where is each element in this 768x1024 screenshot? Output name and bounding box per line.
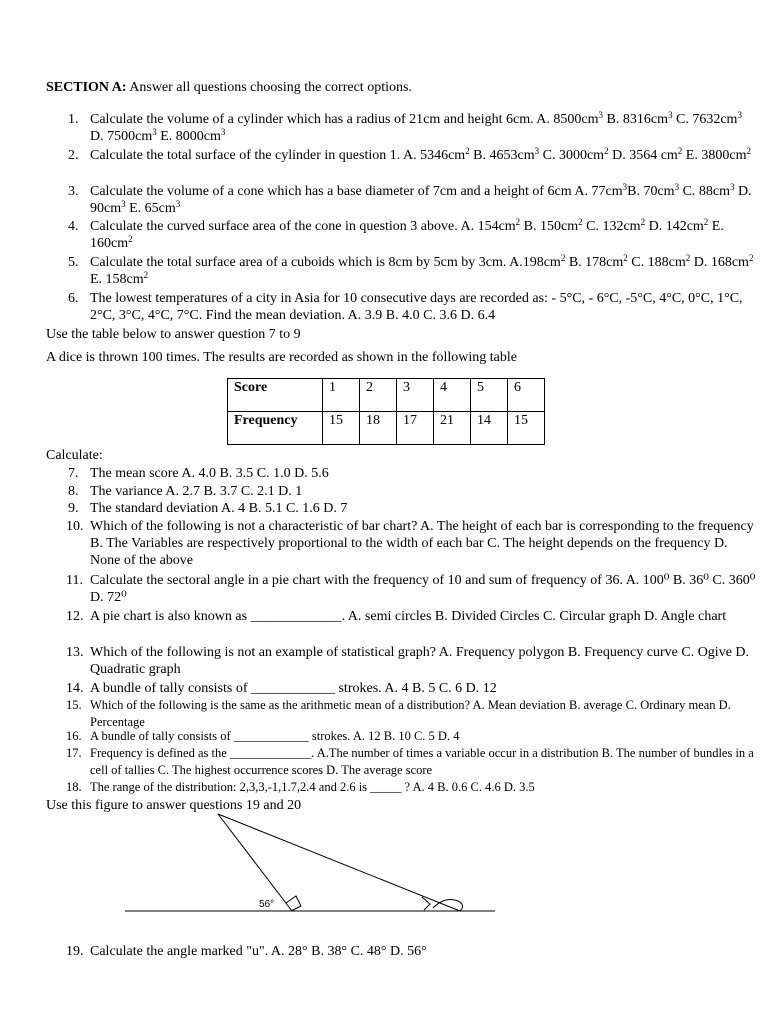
question-number: 16.: [66, 729, 82, 743]
question-number: 2.: [68, 148, 79, 163]
question-18: [68, 779, 758, 796]
score-header: Score: [228, 379, 323, 412]
question-1: [68, 111, 758, 145]
question-text: Calculate the sectoral angle in a pie chart with the frequency of 10 and sum of frequency of 36. A. 100⁰ B. 36⁰ C. 360⁰ D. 72⁰: [90, 573, 756, 605]
question-text: The range of the distribution: 2,3,3,-1,1.7,2.4 and 2.6 is _____ ? A. 4 B. 0.6 C. 4.6 D. 3.5: [90, 780, 535, 794]
frequency-table: [227, 378, 545, 445]
question-4: [68, 218, 758, 252]
frequency-cell: 14: [471, 412, 508, 445]
section-instruction: Answer all questions choosing the correct options.: [126, 80, 412, 95]
question-19: [68, 943, 758, 960]
table-instruction: Use the table below to answer question 7 to 9: [46, 327, 301, 342]
question-text: Calculate the total surface of the cylinder in question 1. A. $5346cm^2$ B. $4653cm^3$ C. $3000cm^2$ D. 3564 $cm^2$ E. $3800cm^2$: [90, 146, 751, 163]
frequency-cell: 21: [434, 412, 471, 445]
question-text: Which of the following is not an example of statistical graph? A. Frequency polygon B. Frequency curve C. Ogive D. Quadratic graph: [90, 645, 750, 677]
question-text: Frequency is defined as the _____________. A.The number of times a variable occur in a distribution B. The number of bundles in a cell of tallies C. The highest occurrence scores D. The average score: [90, 746, 754, 777]
question-15: [68, 697, 758, 731]
table-row: [228, 379, 545, 412]
question-number: 8.: [68, 484, 79, 499]
score-cell: 4: [434, 379, 471, 412]
question-number: 1.: [68, 112, 79, 127]
question-text: Calculate the angle marked "u". A. 28° B. 38° C. 48° D. 56°: [90, 944, 427, 959]
triangle-figure: [120, 808, 500, 920]
question-number: 10.: [66, 519, 84, 534]
question-6: [68, 290, 758, 324]
question-9: [68, 500, 758, 517]
question-text: Which of the following is the same as the arithmetic mean of a distribution? A. Mean deviation B. average C. Ordinary mean D. Percentage: [90, 698, 731, 729]
question-number: 9.: [68, 501, 79, 516]
question-number: 11.: [66, 573, 83, 588]
question-number: 3.: [68, 184, 79, 199]
question-text: Calculate the curved surface area of the cone in question 3 above. A. $154cm^2$ B. $150cm^2$ C. $132cm^2$ D. $142cm^2$ E. $160cm^2$: [90, 217, 724, 251]
question-8: [68, 483, 758, 500]
angle-label-56: 56°: [259, 899, 275, 910]
question-number: 19.: [66, 944, 84, 959]
question-text: Calculate the volume of a cylinder which has a radius of 21cm and height 6cm. A. $8500cm^3$ B. $8316cm^3$ C. $7632cm^3$ D. $7500cm^3$ E. $8000cm^3$: [90, 110, 742, 144]
question-number: 5.: [68, 255, 79, 270]
table-row: [228, 412, 545, 445]
question-text: The variance A. 2.7 B. 3.7 C. 2.1 D. 1: [90, 484, 303, 499]
section-label: SECTION A:: [46, 80, 127, 95]
angle-arc: [433, 900, 463, 911]
score-cell: 5: [471, 379, 508, 412]
question-3: [68, 183, 758, 217]
frequency-cell: 17: [397, 412, 434, 445]
question-16: [68, 728, 758, 745]
question-number: 4.: [68, 219, 79, 234]
score-cell: 2: [360, 379, 397, 412]
question-number: 7.: [68, 466, 79, 481]
question-10: [68, 518, 758, 569]
question-number: 14.: [66, 681, 84, 696]
frequency-cell: 15: [508, 412, 545, 445]
question-12: [68, 608, 758, 625]
question-text: Which of the following is not a characteristic of bar chart? A. The height of each bar is corresponding to the frequency B. The Variables are respectively proportional to the width of each bar C. The height depends on the frequency D. None of the above: [90, 519, 754, 568]
question-7: [68, 465, 758, 482]
frequency-header: Frequency: [228, 412, 323, 445]
hypotenuse: [218, 814, 460, 911]
question-text: A pie chart is also known as _____________. A. semi circles B. Divided Circles C. Circular graph D. Angle chart: [90, 609, 727, 624]
score-cell: 1: [323, 379, 360, 412]
frequency-cell: 18: [360, 412, 397, 445]
question-text: A bundle of tally consists of ____________ strokes. A. 12 B. 10 C. 5 D. 4: [90, 729, 460, 743]
frequency-cell: 15: [323, 412, 360, 445]
question-number: 17.: [66, 746, 82, 760]
angle-mark-left: [286, 896, 301, 911]
question-text: The standard deviation A. 4 B. 5.1 C. 1.6 D. 7: [90, 501, 348, 516]
question-number: 13.: [66, 645, 84, 660]
score-cell: 6: [508, 379, 545, 412]
question-2: [68, 147, 758, 164]
figure-instruction: Use this figure to answer questions 19 and 20: [46, 798, 302, 813]
question-text: The mean score A. 4.0 B. 3.5 C. 1.0 D. 5.6: [90, 466, 329, 481]
question-number: 15.: [66, 698, 82, 712]
question-number: 12.: [66, 609, 84, 624]
question-5: [68, 254, 758, 288]
question-number: 18.: [66, 780, 82, 794]
score-cell: 3: [397, 379, 434, 412]
calculate-label: Calculate:: [46, 448, 103, 463]
question-14: [68, 680, 758, 697]
question-text: Calculate the volume of a cone which has a base diameter of 7cm and a height of 6cm A. $77cm^3B$. $70cm^3$ C. $88cm^3$ D. $90cm^3$ E. $65cm^3$: [90, 182, 752, 216]
question-13: [68, 644, 758, 678]
question-number: 6.: [68, 291, 79, 306]
question-17: [68, 745, 758, 779]
question-text: Calculate the total surface area of a cuboids which is 8cm by 5cm by 3cm. $A.198cm^2$ B. $178cm^2$ C. $188cm^2$ D. $168cm^2$ E. $158cm^2$: [90, 253, 754, 287]
question-text: A bundle of tally consists of ____________ strokes. A. 4 B. 5 C. 6 D. 12: [90, 681, 497, 696]
section-heading: [46, 80, 412, 96]
question-text: The lowest temperatures of a city in Asia for 10 consecutive days are recorded as: - 5°C, - 6°C, -5°C, 4°C, 0°C, 1°C, 2°C, 3°C, 4°C, 7°C. Find the mean deviation. A. 3.9 B. 4.0 C. 3.6 D. 6.4: [90, 291, 743, 323]
dice-intro: A dice is thrown 100 times. The results are recorded as shown in the following table: [46, 350, 517, 365]
question-11: [68, 572, 758, 606]
